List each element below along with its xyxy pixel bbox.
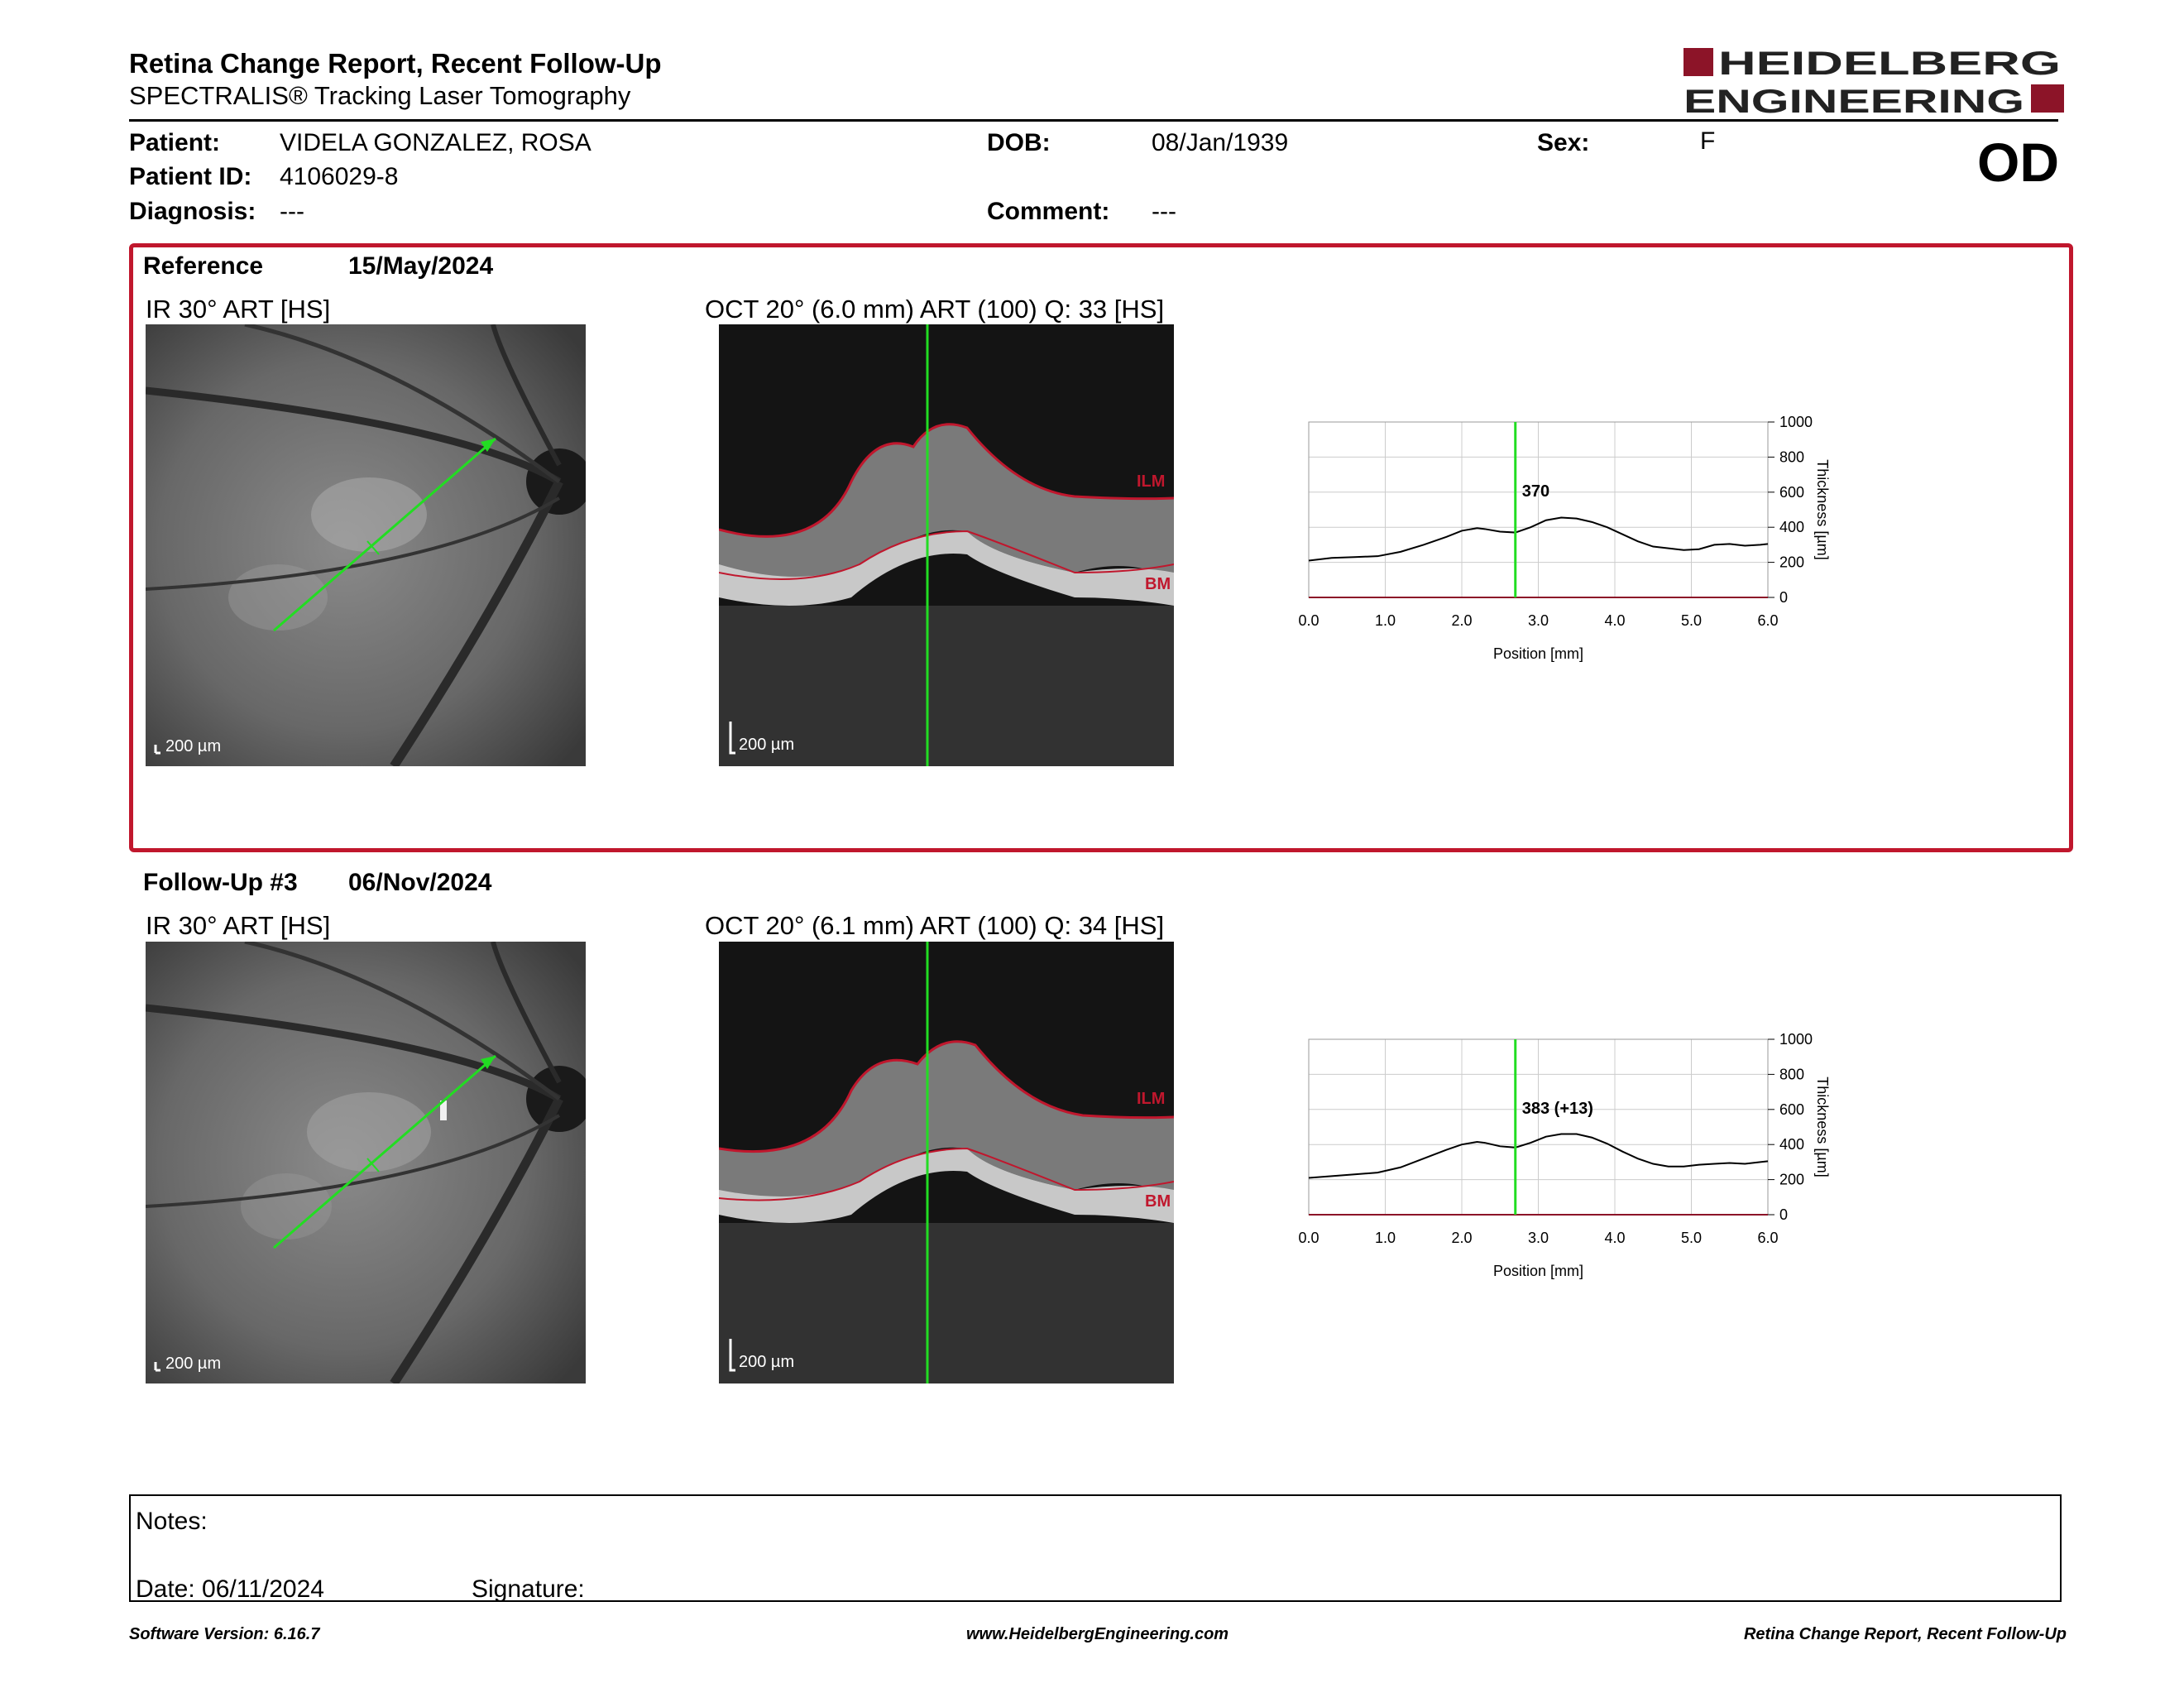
x-tick-label: 2.0 — [1451, 1230, 1473, 1246]
x-tick-label: 6.0 — [1757, 612, 1779, 629]
notes-label: Notes: — [136, 1508, 208, 1535]
footer-software-version: Software Version: 6.16.7 — [129, 1625, 320, 1643]
followup-label: Follow-Up #3 — [143, 869, 298, 896]
followup-ir-scale: 200 µm — [165, 1355, 222, 1373]
footer-website[interactable]: www.HeidelbergEngineering.com — [966, 1625, 1229, 1643]
x-tick-label: 5.0 — [1680, 612, 1703, 629]
reference-thickness-chart — [1291, 412, 1853, 677]
x-tick-label: 5.0 — [1680, 1230, 1703, 1246]
x-tick-label: 1.0 — [1374, 612, 1396, 629]
followup-ilm-label: ILM — [1137, 1090, 1166, 1108]
reference-oct-scale: 200 µm — [739, 736, 795, 754]
sex-label: Sex: — [1537, 129, 1590, 156]
y-tick-label: 600 — [1779, 483, 1805, 501]
report-subtitle: SPECTRALIS® Tracking Laser Tomography — [129, 81, 631, 110]
reference-bm-label: BM — [1145, 575, 1171, 593]
eye-label: OD — [1977, 132, 2059, 193]
logo-line2: ENGINEERING — [1684, 84, 2024, 116]
reference-ir-title: IR 30° ART [HS] — [146, 295, 331, 324]
x-tick-label: 6.0 — [1757, 1230, 1779, 1246]
notes-box[interactable] — [129, 1494, 2062, 1602]
x-tick-label: 0.0 — [1298, 612, 1320, 629]
reference-oct-image[interactable] — [719, 324, 1174, 766]
y-tick-label: 400 — [1779, 519, 1805, 536]
reference-date: 15/May/2024 — [348, 252, 494, 280]
diagnosis-label: Diagnosis: — [129, 198, 256, 225]
reference-ir-image[interactable] — [146, 324, 586, 766]
notes-date: Date: 06/11/2024 — [136, 1575, 324, 1603]
patient-id-label: Patient ID: — [129, 163, 252, 190]
y-tick-label: 1000 — [1779, 414, 1813, 430]
reference-ilm-label: ILM — [1137, 472, 1166, 491]
followup-thickness-chart — [1291, 1029, 1853, 1294]
diagnosis-value: --- — [280, 198, 304, 225]
y-tick-label: 600 — [1779, 1101, 1805, 1118]
y-axis-label: Thickness [µm] — [1814, 1077, 1831, 1177]
x-tick-label: 0.0 — [1298, 1230, 1320, 1246]
comment-label: Comment: — [987, 198, 1110, 225]
patient-label: Patient: — [129, 129, 221, 156]
y-tick-label: 800 — [1779, 1066, 1805, 1083]
followup-bm-label: BM — [1145, 1192, 1171, 1211]
y-tick-label: 0 — [1779, 589, 1789, 606]
x-tick-label: 4.0 — [1604, 1230, 1626, 1246]
dob-value: 08/Jan/1939 — [1152, 129, 1289, 156]
followup-date: 06/Nov/2024 — [348, 869, 492, 896]
y-tick-label: 200 — [1779, 1171, 1805, 1188]
y-axis-label: Thickness [µm] — [1814, 459, 1831, 560]
followup-ir-title: IR 30° ART [HS] — [146, 911, 331, 940]
y-tick-label: 200 — [1779, 554, 1805, 571]
patient-id-value: 4106029-8 — [280, 163, 399, 190]
comment-value: --- — [1152, 198, 1176, 225]
y-tick-label: 800 — [1779, 448, 1805, 466]
footer-report-name: Retina Change Report, Recent Follow-Up — [1743, 1625, 2067, 1643]
header-divider — [129, 119, 2058, 122]
x-axis-label: Position [mm] — [1492, 645, 1584, 662]
y-tick-label: 400 — [1779, 1136, 1805, 1153]
followup-oct-scale: 200 µm — [739, 1353, 795, 1371]
sex-value: F — [1700, 127, 1716, 155]
logo-line1: HEIDELBERG — [1718, 46, 2061, 82]
cursor-value-label: 370 — [1521, 482, 1550, 501]
x-tick-label: 2.0 — [1451, 612, 1473, 629]
reference-oct-title: OCT 20° (6.0 mm) ART (100) Q: 33 [HS] — [705, 295, 1165, 324]
followup-oct-title: OCT 20° (6.1 mm) ART (100) Q: 34 [HS] — [705, 911, 1165, 940]
report-title: Retina Change Report, Recent Follow-Up — [129, 48, 662, 79]
y-tick-label: 1000 — [1779, 1031, 1813, 1048]
reference-ir-scale: 200 µm — [165, 737, 222, 755]
signature-label: Signature: — [472, 1575, 585, 1603]
y-tick-label: 0 — [1779, 1206, 1789, 1223]
x-axis-label: Position [mm] — [1492, 1263, 1584, 1279]
heidelberg-logo — [1684, 46, 2064, 116]
reference-label: Reference — [143, 252, 264, 280]
x-tick-label: 3.0 — [1527, 1230, 1549, 1246]
followup-ir-image[interactable] — [146, 942, 586, 1383]
patient-value: VIDELA GONZALEZ, ROSA — [280, 129, 592, 156]
followup-oct-image[interactable] — [719, 942, 1174, 1383]
x-tick-label: 4.0 — [1604, 612, 1626, 629]
x-tick-label: 3.0 — [1527, 612, 1549, 629]
x-tick-label: 1.0 — [1374, 1230, 1396, 1246]
dob-label: DOB: — [987, 129, 1051, 156]
cursor-value-label: 383 (+13) — [1521, 1100, 1593, 1118]
